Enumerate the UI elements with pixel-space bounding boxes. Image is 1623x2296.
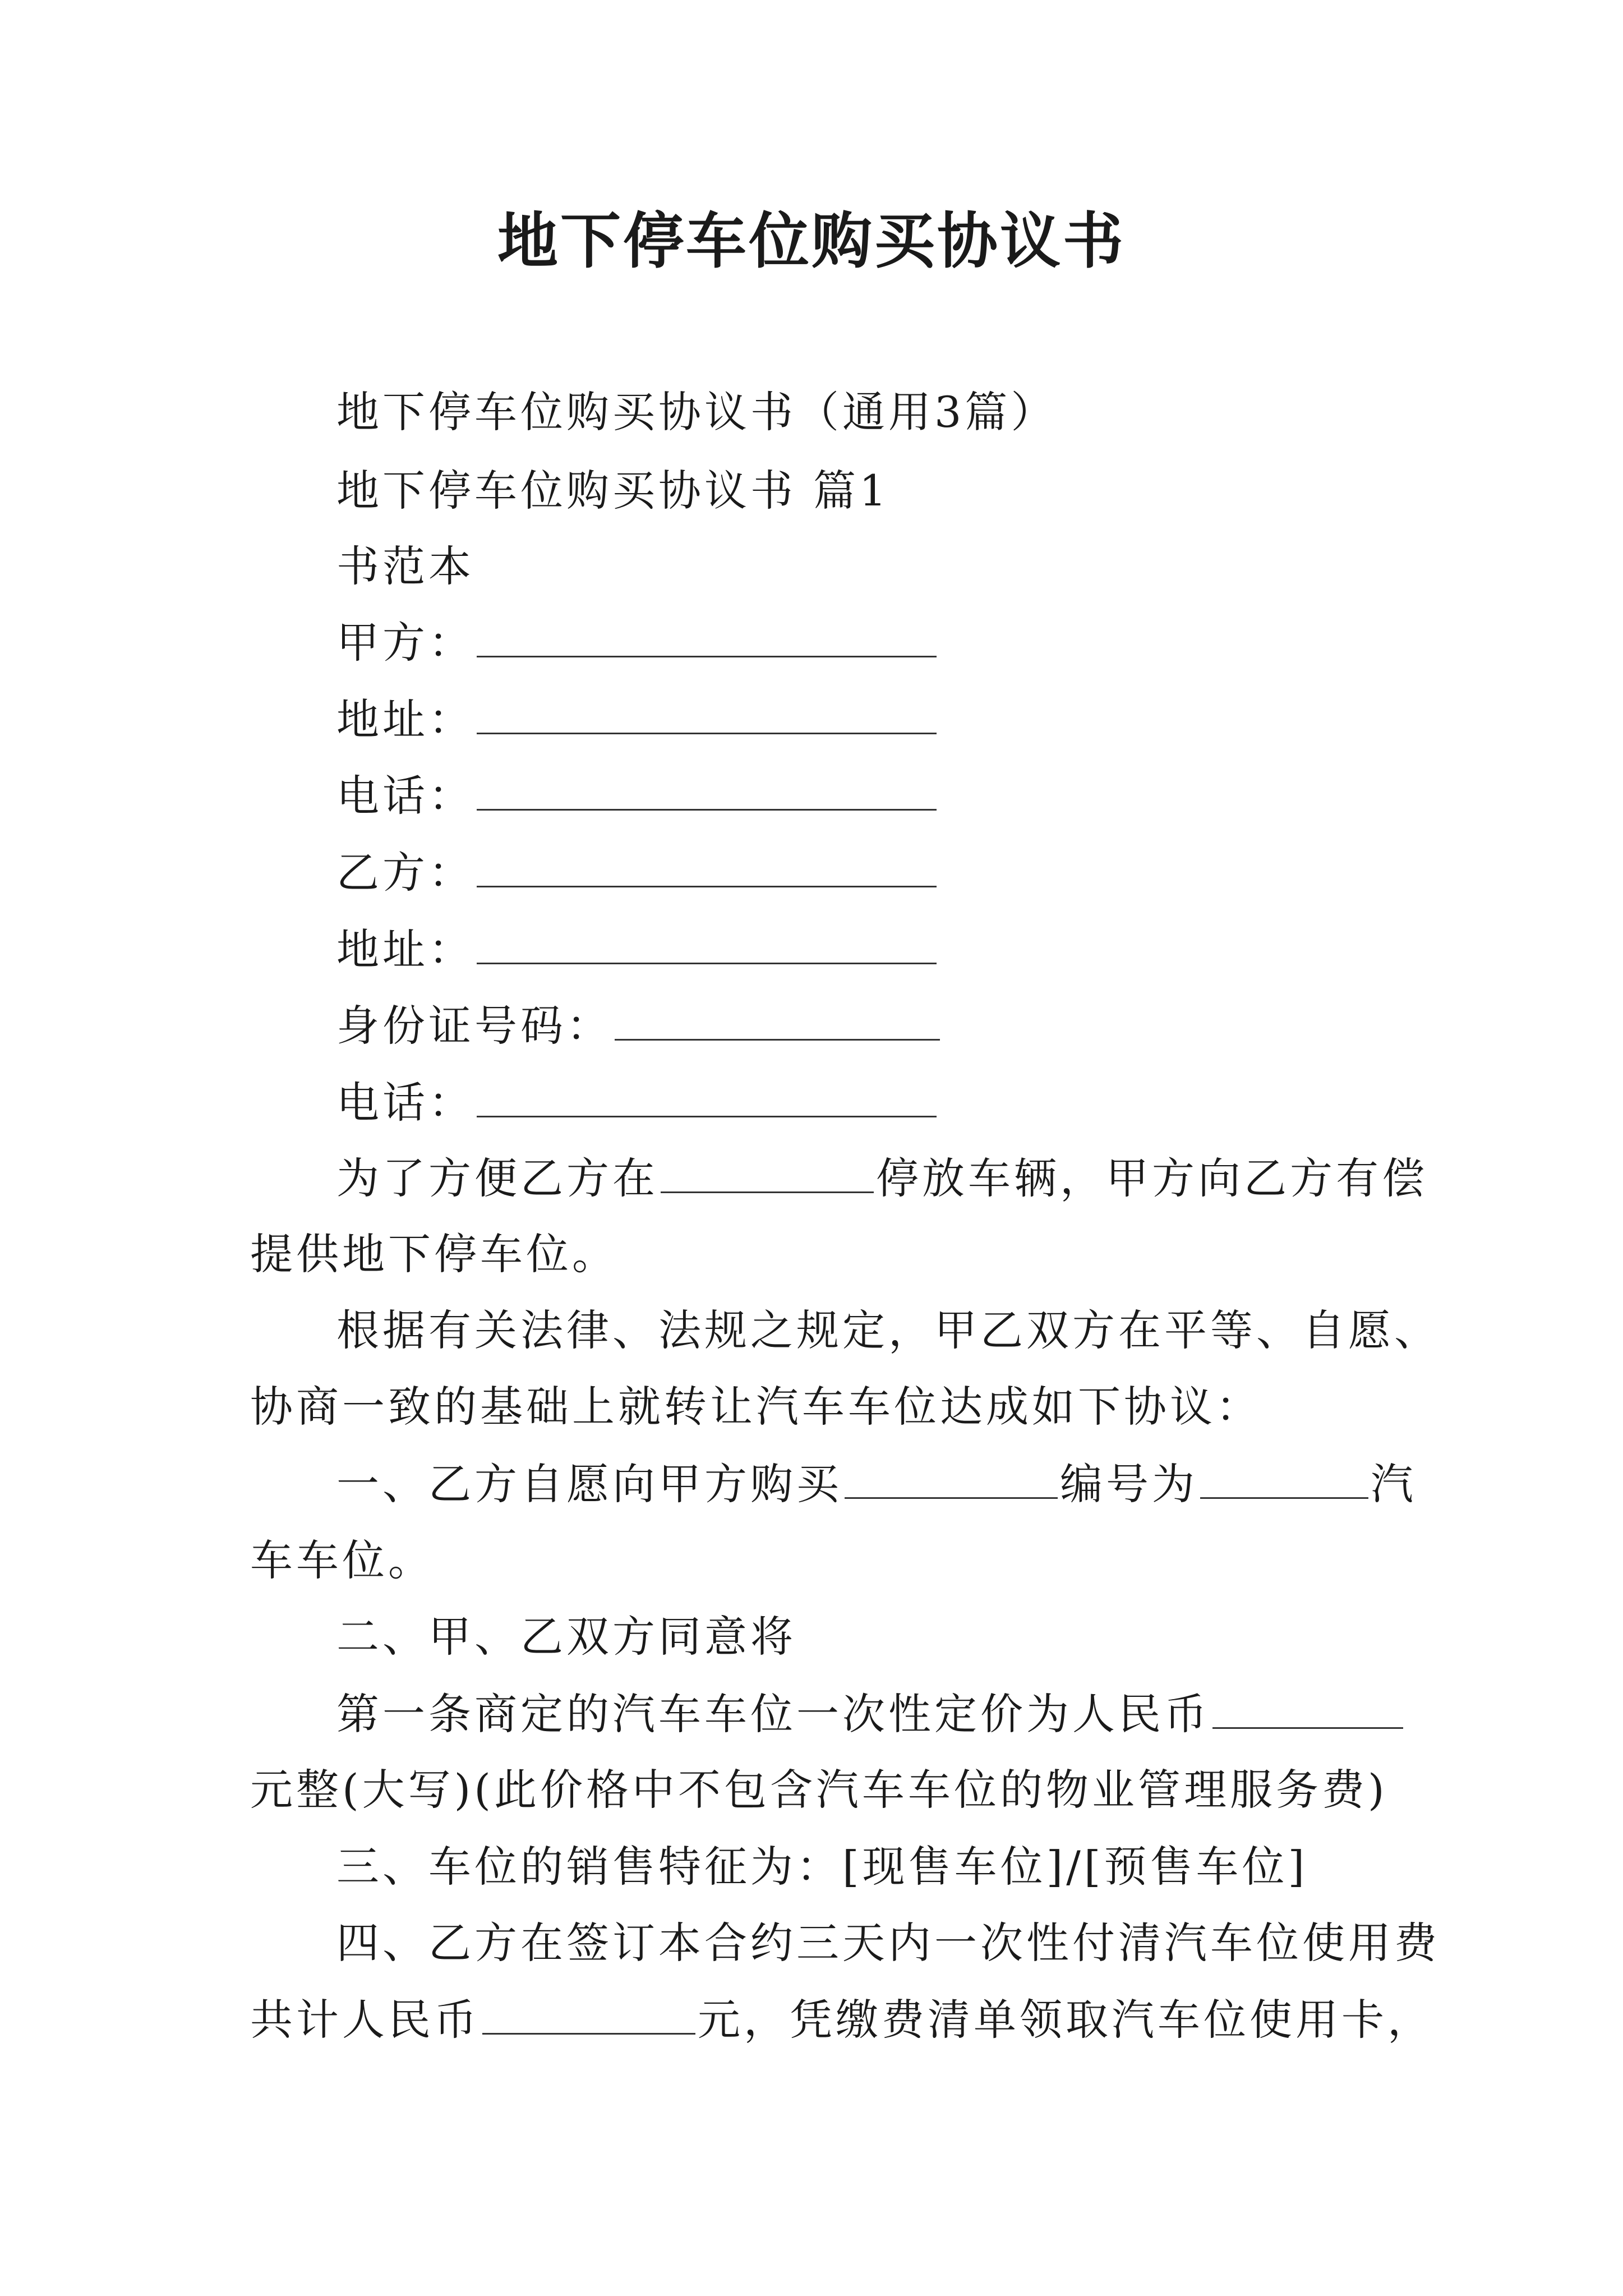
party-a-label: 甲方： xyxy=(336,618,474,668)
party-a-blank[interactable] xyxy=(477,614,937,657)
paragraph-6: 三、车位的销售特征为：[现售车位]/[预售车位] xyxy=(336,1842,1308,1892)
party-a-address-label: 地址： xyxy=(336,694,474,744)
paragraph-3-line-1 xyxy=(336,1456,1417,1512)
sample-label: 书范本 xyxy=(336,541,474,591)
p1-text-b: 停放车辆，甲方向乙方有偿 xyxy=(876,1153,1428,1203)
paragraph-5-line-1 xyxy=(336,1686,1405,1742)
party-b-blank[interactable] xyxy=(477,844,937,887)
p3-purchase-blank[interactable] xyxy=(845,1456,1058,1499)
paragraph-3-line-2: 车车位。 xyxy=(250,1535,434,1585)
party-b-label: 乙方： xyxy=(336,848,474,898)
p3-text-c: 汽 xyxy=(1371,1459,1417,1509)
section-heading: 地下停车位购买协议书 篇1 xyxy=(336,466,890,516)
subtitle: 地下停车位购买协议书（通用3篇） xyxy=(336,387,1057,437)
paragraph-4: 二、甲、乙双方同意将 xyxy=(336,1612,796,1662)
party-a-phone-label: 电话： xyxy=(336,771,474,821)
party-a-phone-row xyxy=(336,767,939,824)
party-b-id-blank[interactable] xyxy=(615,997,940,1041)
paragraph-2-line-1: 根据有关法律、法规之规定，甲乙双方在平等、自愿、 xyxy=(336,1305,1440,1355)
paragraph-1-line-2: 提供地下停车位。 xyxy=(250,1229,618,1279)
party-a-phone-blank[interactable] xyxy=(477,767,937,811)
paragraph-1-line-1 xyxy=(336,1150,1428,1207)
p3-text-b: 编号为 xyxy=(1060,1459,1198,1509)
party-b-row xyxy=(336,844,939,901)
party-b-address-blank[interactable] xyxy=(477,921,937,964)
p7-amount-blank[interactable] xyxy=(482,1991,695,2035)
paragraph-7-line-1: 四、乙方在签订本合约三天内一次性付清汽车位使用费 xyxy=(336,1918,1440,1968)
p7-text-b: 共计人民币 xyxy=(250,1995,480,2045)
p5-price-blank[interactable] xyxy=(1212,1686,1403,1729)
p1-location-blank[interactable] xyxy=(661,1150,874,1193)
party-b-id-row xyxy=(336,997,942,1054)
party-a-address-row xyxy=(336,691,939,748)
party-a-row xyxy=(336,614,939,671)
paragraph-2-line-2: 协商一致的基础上就转让汽车车位达成如下协议： xyxy=(250,1382,1262,1432)
paragraph-7-line-2 xyxy=(250,1991,1433,2048)
party-b-phone-blank[interactable] xyxy=(477,1074,937,1117)
p3-text-a: 一、乙方自愿向甲方购买 xyxy=(336,1459,842,1509)
party-b-address-row xyxy=(336,921,939,978)
party-b-id-label: 身份证号码： xyxy=(336,1001,612,1051)
paragraph-5-line-2: 元整(大写)(此价格中不包含汽车车位的物业管理服务费) xyxy=(250,1765,1388,1815)
party-b-address-label: 地址： xyxy=(336,924,474,974)
p1-text-a: 为了方便乙方在 xyxy=(336,1153,658,1203)
document-title: 地下停车位购买协议书 xyxy=(497,206,1126,277)
party-b-phone-row xyxy=(336,1074,939,1131)
party-a-address-blank[interactable] xyxy=(477,691,937,734)
p5-text-a: 第一条商定的汽车车位一次性定价为人民币 xyxy=(336,1689,1210,1739)
p7-text-c: 元，凭缴费清单领取汽车位使用卡， xyxy=(698,1995,1433,2045)
party-b-phone-label: 电话： xyxy=(336,1078,474,1128)
p3-number-blank[interactable] xyxy=(1200,1456,1368,1499)
